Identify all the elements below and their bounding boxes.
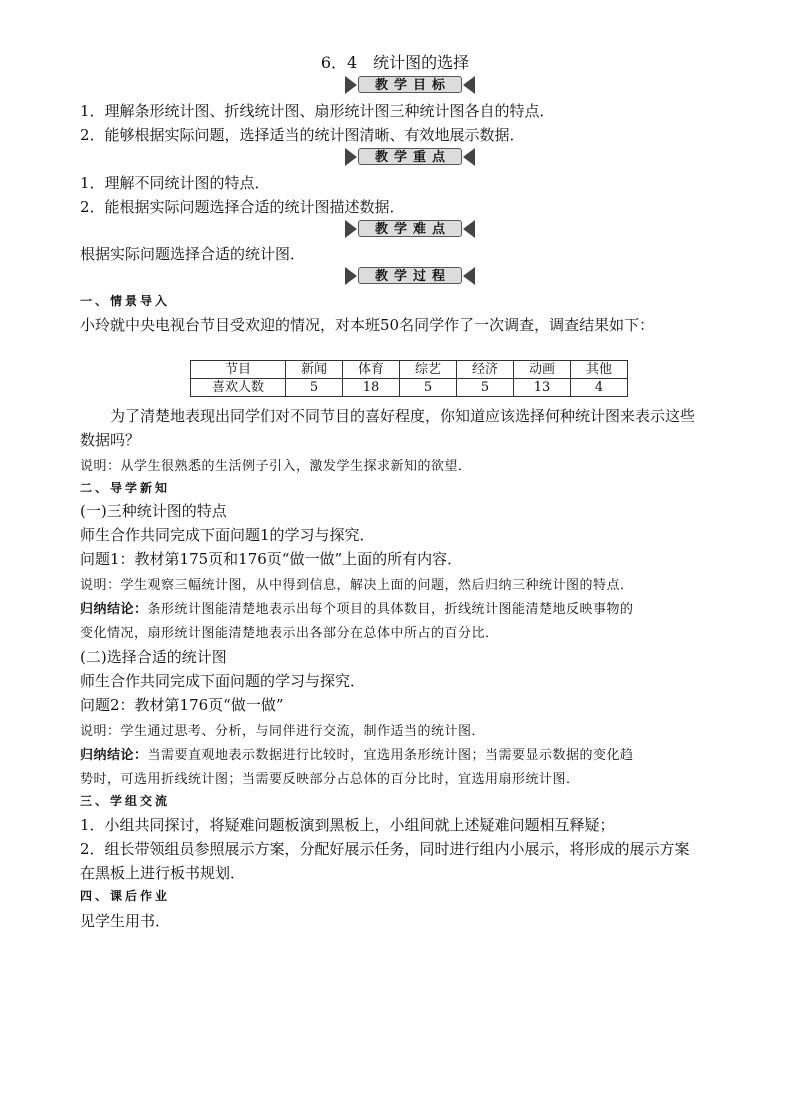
body-text: 问题2：教材第176页“做一做” — [80, 696, 284, 714]
banner-key-points — [344, 147, 476, 166]
goal-item: 2．能够根据实际问题，选择适当的统计图清晰、有效地展示数据． — [80, 126, 525, 144]
banner-arrow-icon — [345, 220, 357, 238]
table-cell: 综艺 — [400, 361, 457, 379]
list-item: 2．组长带领组员参照展示方案，分配好展示任务，同时进行组内小展示，将形成的展示方案 — [80, 840, 690, 858]
section-heading: 四、课后作业 — [80, 889, 171, 903]
table-row — [191, 379, 628, 397]
table-cell: 节目 — [191, 361, 286, 379]
table-header-row — [191, 361, 628, 379]
banner-arrow-icon — [463, 220, 475, 238]
banner-label: 教学重点 — [358, 148, 462, 165]
difficulty-text: 根据实际问题选择合适的统计图． — [80, 245, 306, 263]
body-text: 问题1：教材第175页和176页“做一做”上面的所有内容． — [80, 550, 463, 568]
conclusion-label: 归纳结论： — [80, 602, 148, 617]
body-text: 师生合作共同完成下面问题1的学习与探究． — [80, 526, 375, 544]
section-heading: 一、情景导入 — [80, 294, 171, 308]
table-cell: 5 — [286, 379, 343, 397]
conclusion-body: 条形统计图能清楚地表示出每个项目的具体数目，折线统计图能清楚地反映事物的 — [147, 602, 634, 617]
list-item: 1．小组共同探讨，将疑难问题板演到黑板上，小组间就上述疑难问题相互释疑； — [80, 816, 615, 834]
banner-difficulties — [344, 219, 476, 238]
body-text: 师生合作共同完成下面问题的学习与探究． — [80, 672, 366, 690]
banner-arrow-icon — [345, 76, 357, 94]
banner-arrow-icon — [463, 148, 475, 166]
question-text: 数据吗？ — [80, 431, 141, 449]
key-point-item: 1．理解不同统计图的特点． — [80, 174, 270, 192]
subsection-title: (二)选择合适的统计图 — [80, 648, 227, 666]
page-title: 6．4 统计图的选择 — [320, 53, 470, 72]
banner-arrow-icon — [345, 148, 357, 166]
conclusion-body: 当需要直观地表示数据进行比较时，宜选用条形统计图；当需要显示数据的变化趋 — [147, 748, 634, 763]
table-cell: 喜欢人数 — [191, 379, 286, 397]
table-cell: 新闻 — [286, 361, 343, 379]
table-cell: 13 — [514, 379, 571, 397]
homework-text: 见学生用书． — [80, 912, 171, 930]
banner-label: 教学难点 — [358, 220, 462, 237]
conclusion-label: 归纳结论： — [80, 748, 148, 763]
banner-arrow-icon — [463, 267, 475, 285]
table-cell: 5 — [457, 379, 514, 397]
table-cell: 经济 — [457, 361, 514, 379]
question-text: 为了清楚地表现出同学们对不同节目的喜好程度，你知道应该选择何种统计图来表示这些 — [110, 407, 696, 425]
banner-arrow-icon — [463, 76, 475, 94]
intro-text: 小玲就中央电视台节目受欢迎的情况，对本班50名同学作了一次调查，调查结果如下： — [80, 316, 655, 334]
banner-label: 教学目标 — [358, 76, 462, 93]
note-text: 说明：从学生很熟悉的生活例子引入，激发学生探求新知的欲望． — [80, 459, 472, 474]
key-point-item: 2．能根据实际问题选择合适的统计图描述数据． — [80, 198, 405, 216]
banner-label: 教学过程 — [358, 267, 462, 284]
conclusion-text: 变化情况，扇形统计图能清楚地表示出各部分在总体中所占的百分比． — [80, 626, 499, 641]
table-cell: 其他 — [571, 361, 628, 379]
subsection-title: (一)三种统计图的特点 — [80, 502, 227, 520]
survey-table — [190, 360, 628, 397]
banner-process — [344, 266, 476, 285]
table-cell: 动画 — [514, 361, 571, 379]
conclusion-text — [80, 598, 634, 617]
section-heading: 二、导学新知 — [80, 481, 171, 495]
goal-item: 1．理解条形统计图、折线统计图、扇形统计图三种统计图各自的特点． — [80, 102, 555, 120]
banner-arrow-icon — [345, 267, 357, 285]
conclusion-text: 势时，可选用折线统计图；当需要反映部分占总体的百分比时，宜选用扇形统计图． — [80, 772, 580, 787]
table-cell: 5 — [400, 379, 457, 397]
note-text: 说明：学生观察三幅统计图，从中得到信息，解决上面的问题，然后归纳三种统计图的特点． — [80, 578, 634, 593]
table-cell: 4 — [571, 379, 628, 397]
list-item: 在黑板上进行板书规划． — [80, 864, 246, 882]
table-cell: 18 — [343, 379, 400, 397]
conclusion-text — [80, 744, 634, 763]
section-heading: 三、学组交流 — [80, 794, 171, 808]
table-cell: 体育 — [343, 361, 400, 379]
banner-teaching-goals — [344, 75, 476, 94]
note-text: 说明：学生通过思考、分析，与同伴进行交流，制作适当的统计图． — [80, 724, 486, 739]
